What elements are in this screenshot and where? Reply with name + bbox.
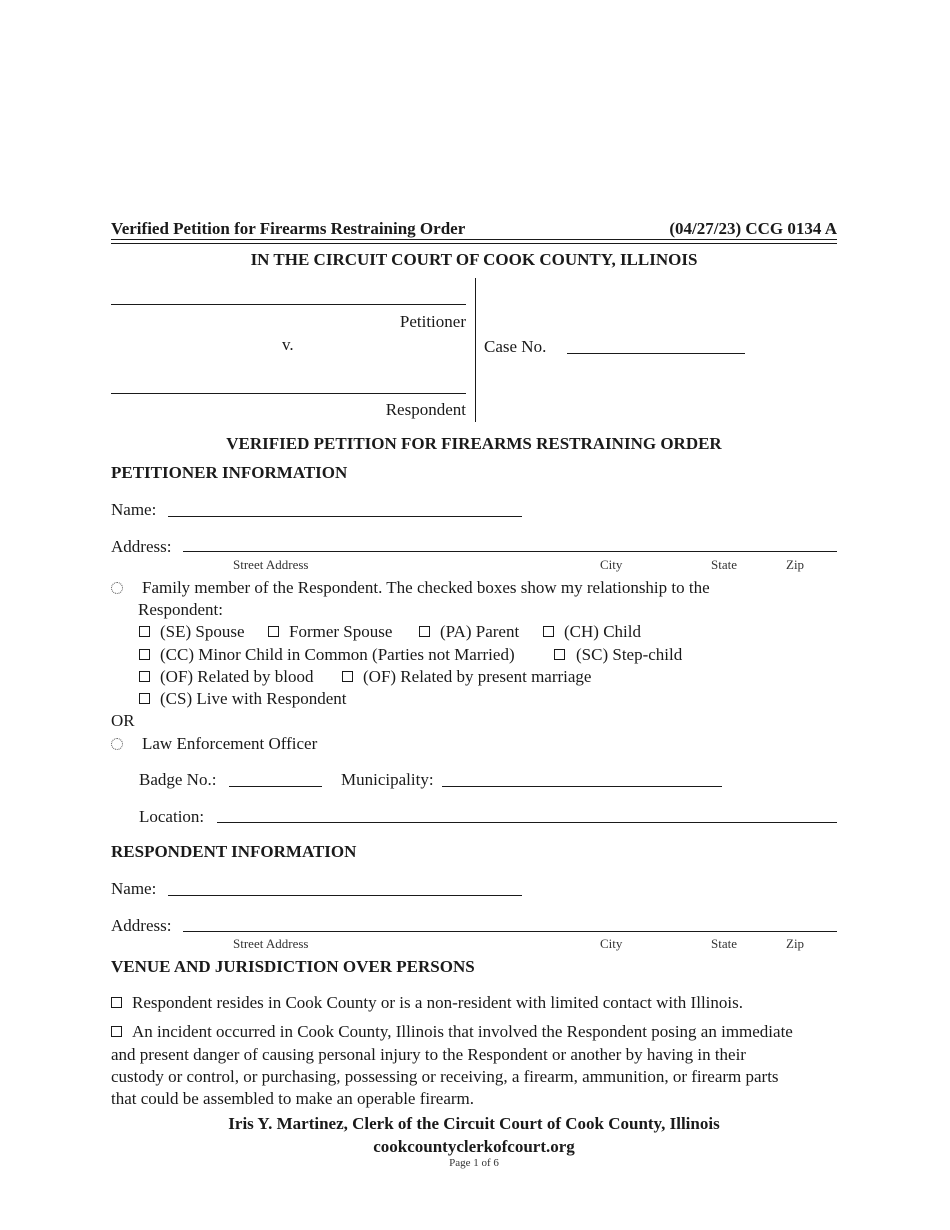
- petitioner-address-label: Address:: [111, 537, 172, 556]
- venue-incident-line-1: An incident occurred in Cook County, Illinois that involved the Respondent posing an immediate: [132, 1022, 793, 1041]
- parent-label: (PA) Parent: [440, 622, 520, 641]
- officer-radio[interactable]: [111, 738, 123, 750]
- location-label: Location:: [139, 807, 205, 826]
- respondent-address-label: Address:: [111, 916, 172, 935]
- petitioner-name-field[interactable]: [168, 516, 522, 517]
- minor-child-common-checkbox[interactable]: [139, 649, 150, 660]
- respondent-address-field[interactable]: [183, 931, 837, 932]
- officer-label: Law Enforcement Officer: [142, 734, 318, 753]
- respondent-zip-label: Zip: [786, 936, 805, 951]
- related-blood-checkbox[interactable]: [139, 671, 150, 682]
- respondent-city-label: City: [600, 936, 623, 951]
- respondent-name-label: Name:: [111, 879, 157, 898]
- versus-label: v.: [282, 335, 294, 354]
- petitioner-name-label: Name:: [111, 500, 157, 519]
- header-rule-1: [111, 239, 837, 240]
- location-field[interactable]: [217, 822, 837, 823]
- municipality-label: Municipality:: [341, 770, 434, 789]
- family-member-text-2: Respondent:: [138, 600, 223, 619]
- step-child-label: (SC) Step-child: [576, 645, 683, 664]
- petitioner-zip-label: Zip: [786, 557, 805, 572]
- respondent-label: Respondent: [385, 400, 466, 419]
- venue-resides-checkbox[interactable]: [111, 997, 122, 1008]
- related-marriage-label: (OF) Related by present marriage: [363, 667, 592, 686]
- page-number: Page 1 of 6: [449, 1157, 499, 1169]
- spouse-label: (SE) Spouse: [160, 622, 245, 641]
- petitioner-address-field[interactable]: [183, 551, 837, 552]
- step-child-checkbox[interactable]: [554, 649, 565, 660]
- clerk-name: Iris Y. Martinez, Clerk of the Circuit Court of Cook County, Illinois: [228, 1114, 720, 1133]
- venue-resides-label: Respondent resides in Cook County or is a non-resident with limited contact with Illinois.: [132, 993, 743, 1012]
- or-label: OR: [111, 711, 135, 730]
- venue-incident-checkbox[interactable]: [111, 1026, 122, 1037]
- child-checkbox[interactable]: [543, 626, 554, 637]
- respondent-name-line[interactable]: [111, 393, 466, 394]
- respondent-state-label: State: [711, 936, 737, 951]
- child-label: (CH) Child: [564, 622, 641, 641]
- badge-field[interactable]: [229, 786, 322, 787]
- case-no-label: Case No.: [484, 337, 547, 356]
- petitioner-state-label: State: [711, 557, 737, 572]
- petitioner-street-label: Street Address: [233, 557, 309, 572]
- court-name: IN THE CIRCUIT COURT OF COOK COUNTY, ILLINOIS: [250, 250, 698, 269]
- petitioner-info-heading: PETITIONER INFORMATION: [111, 463, 348, 482]
- spouse-checkbox[interactable]: [139, 626, 150, 637]
- venue-heading: VENUE AND JURISDICTION OVER PERSONS: [111, 957, 475, 976]
- case-no-field[interactable]: [567, 353, 745, 354]
- respondent-info-heading: RESPONDENT INFORMATION: [111, 842, 357, 861]
- live-with-label: (CS) Live with Respondent: [160, 689, 347, 708]
- minor-child-common-label: (CC) Minor Child in Common (Parties not Married): [160, 645, 515, 664]
- respondent-name-field[interactable]: [168, 895, 522, 896]
- form-code: (04/27/23) CCG 0134 A: [669, 219, 837, 238]
- header-rule-2: [111, 243, 837, 244]
- petitioner-label: Petitioner: [399, 312, 466, 331]
- badge-label: Badge No.:: [139, 770, 217, 789]
- former-spouse-checkbox[interactable]: [268, 626, 279, 637]
- related-marriage-checkbox[interactable]: [342, 671, 353, 682]
- venue-incident-line-4: that could be assembled to make an operable firearm.: [111, 1089, 474, 1108]
- caption-divider: [475, 278, 476, 422]
- venue-incident-line-2: and present danger of causing personal injury to the Respondent or another by having in their: [111, 1045, 746, 1064]
- municipality-field[interactable]: [442, 786, 722, 787]
- form-title: Verified Petition for Firearms Restraining Order: [111, 219, 466, 238]
- family-member-text-1: Family member of the Respondent. The checked boxes show my relationship to the: [142, 578, 710, 597]
- petitioner-name-line[interactable]: [111, 304, 466, 305]
- venue-incident-line-3: custody or control, or purchasing, possessing or receiving, a firearm, ammunition, or firearm parts: [111, 1067, 779, 1086]
- related-blood-label: (OF) Related by blood: [160, 667, 314, 686]
- live-with-checkbox[interactable]: [139, 693, 150, 704]
- former-spouse-label: Former Spouse: [289, 622, 393, 641]
- family-member-radio[interactable]: [111, 582, 123, 594]
- clerk-website[interactable]: cookcountyclerkofcourt.org: [373, 1137, 575, 1156]
- document-title: VERIFIED PETITION FOR FIREARMS RESTRAINING ORDER: [226, 434, 722, 453]
- petitioner-city-label: City: [600, 557, 623, 572]
- parent-checkbox[interactable]: [419, 626, 430, 637]
- respondent-street-label: Street Address: [233, 936, 309, 951]
